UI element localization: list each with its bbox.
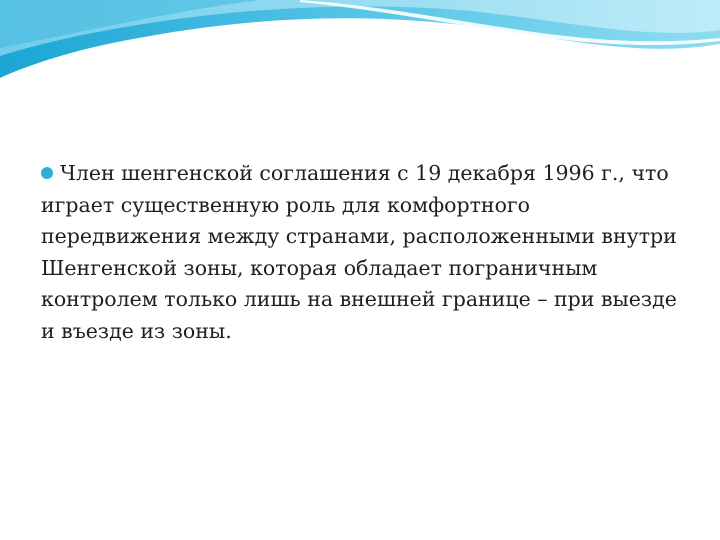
bullet-item xyxy=(41,158,684,347)
header-wave-decoration xyxy=(0,0,720,90)
bullet-dot-icon xyxy=(41,167,53,179)
bullet-text: Член шенгенской соглашения с 19 декабря 1996 г., что играет существенную роль для комфортного передвижения между странами, расположенными внутри Шенгенской зоны, которая обладает пограничным контролем только лишь на внешней границе – при выезде и въезде из зоны. xyxy=(41,161,677,343)
content-area xyxy=(41,158,684,347)
